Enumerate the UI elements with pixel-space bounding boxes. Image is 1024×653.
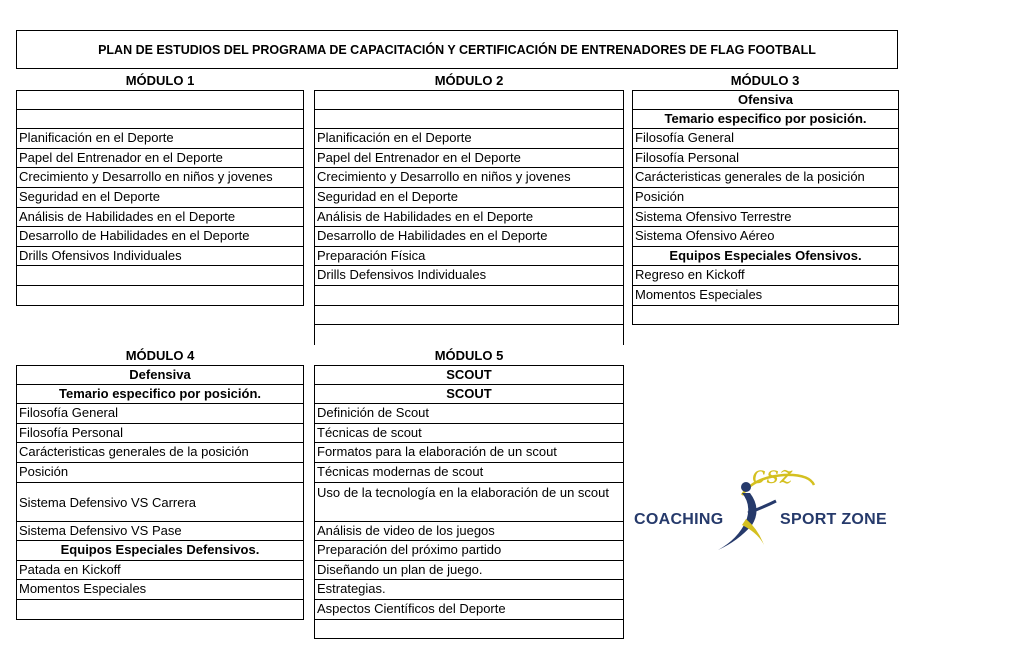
page-title: PLAN DE ESTUDIOS DEL PROGRAMA DE CAPACITACIÓN Y CERTIFICACIÓN DE ENTRENADORES DE FLAG FOOTBALL: [16, 30, 898, 69]
list-item: Momentos Especiales: [17, 580, 303, 600]
empty-row: [17, 110, 303, 130]
list-item: Sistema Ofensivo Aéreo: [633, 227, 898, 247]
list-item: Filosofía General: [17, 404, 303, 424]
list-item: Papel del Entrenador en el Deporte: [17, 149, 303, 169]
modulo-2-table: [314, 90, 624, 325]
list-item: Análisis de Habilidades en el Deporte: [315, 208, 623, 228]
section-heading: Equipos Especiales Ofensivos.: [633, 247, 898, 267]
list-item: Filosofía Personal: [17, 424, 303, 444]
list-item: Sistema Defensivo VS Carrera: [17, 483, 303, 522]
list-item: Crecimiento y Desarrollo en niños y jovenes: [315, 168, 623, 188]
list-item: Formatos para la elaboración de un scout: [315, 443, 623, 463]
list-item: Estrategias.: [315, 580, 623, 600]
empty-row: [17, 266, 303, 286]
list-item: Análisis de video de los juegos: [315, 522, 623, 542]
list-item: Análisis de Habilidades en el Deporte: [17, 208, 303, 228]
logo-monogram: csz: [752, 461, 794, 489]
empty-row: [17, 286, 303, 306]
empty-row: [315, 286, 623, 306]
list-item: Patada en Kickoff: [17, 561, 303, 581]
modulo-2-header: MÓDULO 2: [434, 73, 504, 88]
logo-left-text: COACHING: [634, 511, 724, 528]
modulo-1-header: MÓDULO 1: [125, 73, 195, 88]
column-line: [314, 325, 315, 345]
list-item: Sistema Defensivo VS Pase: [17, 522, 303, 542]
list-item: Técnicas modernas de scout: [315, 463, 623, 483]
list-item: Posición: [17, 463, 303, 483]
list-item: Preparación del próximo partido: [315, 541, 623, 561]
list-item: Seguridad en el Deporte: [17, 188, 303, 208]
list-item: Posición: [633, 188, 898, 208]
modulo-3-table: [632, 90, 899, 325]
list-item: Regreso en Kickoff: [633, 266, 898, 286]
list-item: Seguridad en el Deporte: [315, 188, 623, 208]
section-heading: Temario especifico por posición.: [17, 385, 303, 405]
modulo-3-header: MÓDULO 3: [730, 73, 800, 88]
list-item: Uso de la tecnología en la elaboración de un scout: [315, 483, 623, 522]
list-item: Carácteristicas generales de la posición: [17, 443, 303, 463]
list-item: Desarrollo de Habilidades en el Deporte: [17, 227, 303, 247]
empty-row: [315, 110, 623, 130]
logo-right-text: SPORT ZONE: [780, 511, 888, 528]
empty-row: [315, 90, 623, 110]
section-heading: Equipos Especiales Defensivos.: [17, 541, 303, 561]
list-item: Momentos Especiales: [633, 286, 898, 306]
list-item: Sistema Ofensivo Terrestre: [633, 208, 898, 228]
modulo-4-table: [16, 365, 304, 620]
empty-row: [17, 90, 303, 110]
list-item: Filosofía General: [633, 129, 898, 149]
modulo-5-table: [314, 365, 624, 639]
modulo-4-header: MÓDULO 4: [125, 348, 195, 363]
list-item: Crecimiento y Desarrollo en niños y jovenes: [17, 168, 303, 188]
list-item: Preparación Física: [315, 247, 623, 267]
empty-row: [17, 600, 303, 620]
list-item: Aspectos Científicos del Deporte: [315, 600, 623, 620]
list-item: Desarrollo de Habilidades en el Deporte: [315, 227, 623, 247]
column-line: [623, 325, 624, 345]
list-item: Diseñando un plan de juego.: [315, 561, 623, 581]
modulo-3-subtitle: Ofensiva: [633, 90, 898, 110]
empty-row: [315, 620, 623, 640]
modulo-4-subtitle: Defensiva: [17, 365, 303, 385]
list-item: Planificación en el Deporte: [315, 129, 623, 149]
modulo-1-table: [16, 90, 304, 306]
empty-row: [315, 306, 623, 326]
section-heading: Temario especifico por posición.: [633, 110, 898, 130]
modulo-5-header: MÓDULO 5: [434, 348, 504, 363]
modulo-5-subtitle-2: SCOUT: [315, 385, 623, 405]
list-item: Filosofía Personal: [633, 149, 898, 169]
empty-row: [633, 306, 898, 326]
list-item: Definición de Scout: [315, 404, 623, 424]
list-item: Drills Defensivos Individuales: [315, 266, 623, 286]
modulo-5-subtitle: SCOUT: [315, 365, 623, 385]
list-item: Drills Ofensivos Individuales: [17, 247, 303, 267]
list-item: Carácteristicas generales de la posición: [633, 168, 898, 188]
list-item: Técnicas de scout: [315, 424, 623, 444]
list-item: Planificación en el Deporte: [17, 129, 303, 149]
list-item: Papel del Entrenador en el Deporte: [315, 149, 623, 169]
coaching-sport-zone-logo: [634, 455, 894, 555]
